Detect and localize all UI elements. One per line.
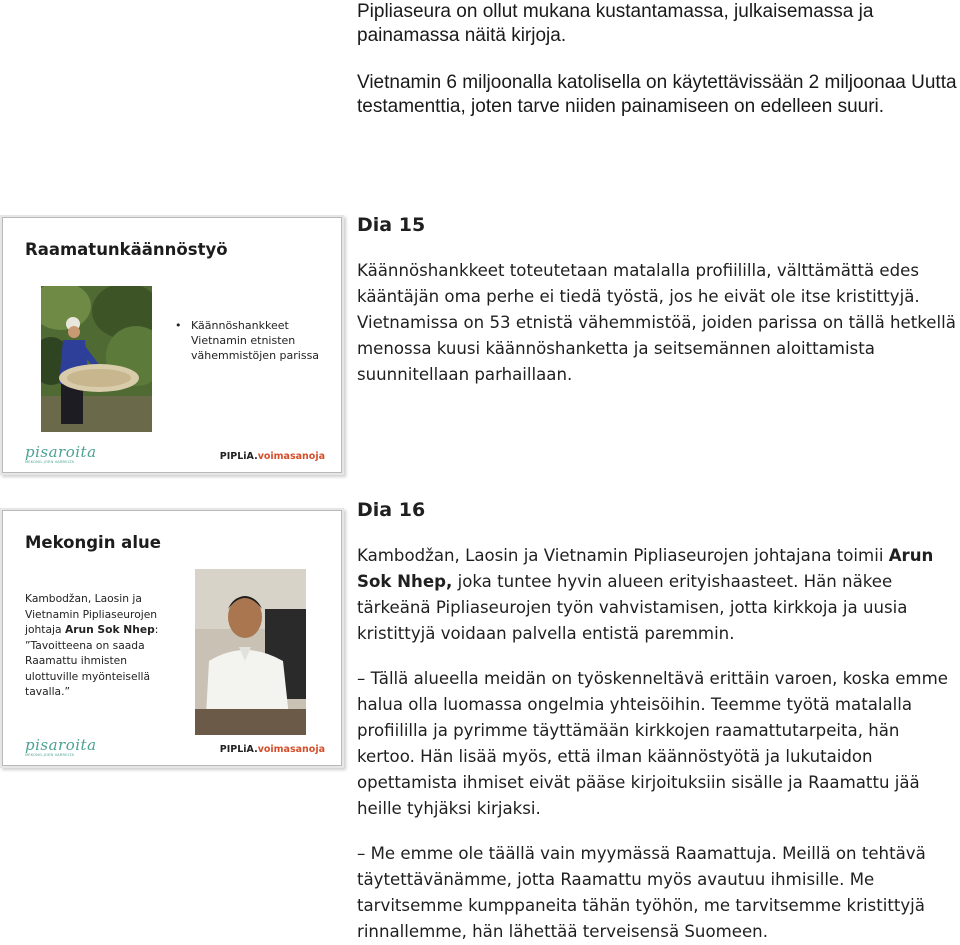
dia-16-p1-start: Kambodžan, Laosin ja Vietnamin Pipliaseurojen johtajana toimii — [357, 546, 889, 565]
dia-16-paragraph-2: – Tällä alueella meidän on työskenneltävä erittäin varoen, koska emme halua olla luomassa ongelmia yhteisöihin. Teemme työtä matalalla profiililla ja pyrimme täyttämään kirkkojen raamattutarpeita, hän kertoo. Hän lisää myös, että ilman käännöstyötä ja lukutaidon opettamista ihmiset eivät pääse kirjoituksiin sisälle ja Raamattu jää heille tyhjäksi kirjaksi. — [357, 669, 948, 818]
intro-paragraph-2: Vietnamin 6 miljoonalla katolisella on käytettävissään 2 miljoonaa Uutta testamenttia, joten tarve niiden painamiseen on edelleen suuri. — [357, 72, 957, 117]
slide-16-title: Mekongin alue — [25, 533, 161, 552]
dia-16-paragraph-3: – Me emme ole täällä vain myymässä Raamattuja. Meillä on tehtävä täytettävänämme, jotta Raamattu myös avautuu ihmisille. Me tarvitsemme kumppaneita tähän työhön, me tarvitsemme kristittyjä rinnallemme, hän lähettää terveisensä Suomeen. — [357, 844, 926, 941]
pisaroita-logo — [25, 445, 97, 464]
dia-15-body: Käännöshankkeet toteutetaan matalalla profiililla, välttämättä edes kääntäjän oma perhe ei tiedä työstä, jos he eivät ole itse kristittyjä. Vietnamissa on 53 etnistä vähemmistöä, joiden parissa on tällä hetkellä menossa kuusi käännöshanketta ja seitsemännen aloittamista suunnitellaan parhaillaan. — [357, 261, 956, 384]
intro-paragraph-1: Pipliaseura on ollut mukana kustantamassa, julkaisemassa ja painamassa näitä kirjoja. — [357, 1, 874, 46]
piplia-logo-text: PIPLiA. — [219, 451, 258, 462]
slide-16-quote: ”Tavoitteena on saada Raamattu ihmisten ulottuville myönteisellä tavalla.” — [25, 638, 151, 698]
dia-16-paragraph-1 — [357, 543, 957, 647]
slide-15-thumbnail — [2, 217, 342, 473]
intro-text — [357, 0, 957, 142]
pisaroita-logo-subtitle: MEKONG-JOEN VARRELTA — [25, 753, 75, 757]
pisaroita-logo-word: pisaroita — [25, 736, 97, 754]
slide-15-bullet — [175, 318, 319, 363]
dia-16-p1-end: joka tuntee hyvin alueen erityishaasteet. Hän näkee tärkeänä Pipliaseurojen työn vahvistamisen, jotta kirkkoja ja uusia kristittyjä voidaan palvella entistä paremmin. — [357, 572, 908, 643]
piplia-logo — [220, 744, 325, 755]
pisaroita-logo-word: pisaroita — [25, 443, 97, 461]
piplia-logo — [220, 451, 325, 462]
slide-16-caption — [25, 591, 175, 700]
slide-16-caption-colon: : — [154, 623, 159, 636]
dia-15-heading: Dia 15 — [357, 214, 426, 236]
slide-16-thumbnail — [2, 510, 342, 766]
voimasanoja-logo-text: voimasanoja — [257, 451, 325, 462]
pisaroita-logo — [25, 738, 97, 757]
dia-15-section — [357, 212, 957, 388]
woman-winnowing-photo — [41, 286, 152, 432]
dia-16-section — [357, 497, 957, 945]
bullet-marker: • — [175, 319, 182, 332]
slide-15-bullet-text: Käännöshankkeet Vietnamin etnisten vähemmistöjen parissa — [191, 319, 320, 362]
slide-16-caption-intro: Kambodžan, Laosin ja Vietnamin Pipliaseurojen johtaja — [25, 592, 158, 636]
dia-16-heading: Dia 16 — [357, 499, 426, 521]
pisaroita-logo-subtitle: MEKONG-JOEN VARRELTA — [25, 460, 75, 464]
slide-15-title: Raamatunkäännöstyö — [25, 240, 228, 259]
dia-16-p1-name: Arun Sok Nhep, — [357, 546, 934, 591]
slide-16-caption-name: Arun Sok Nhep — [64, 623, 155, 636]
piplia-logo-text: PIPLiA. — [219, 744, 258, 755]
voimasanoja-logo-text: voimasanoja — [257, 744, 325, 755]
arun-sok-nhep-photo — [195, 569, 306, 735]
